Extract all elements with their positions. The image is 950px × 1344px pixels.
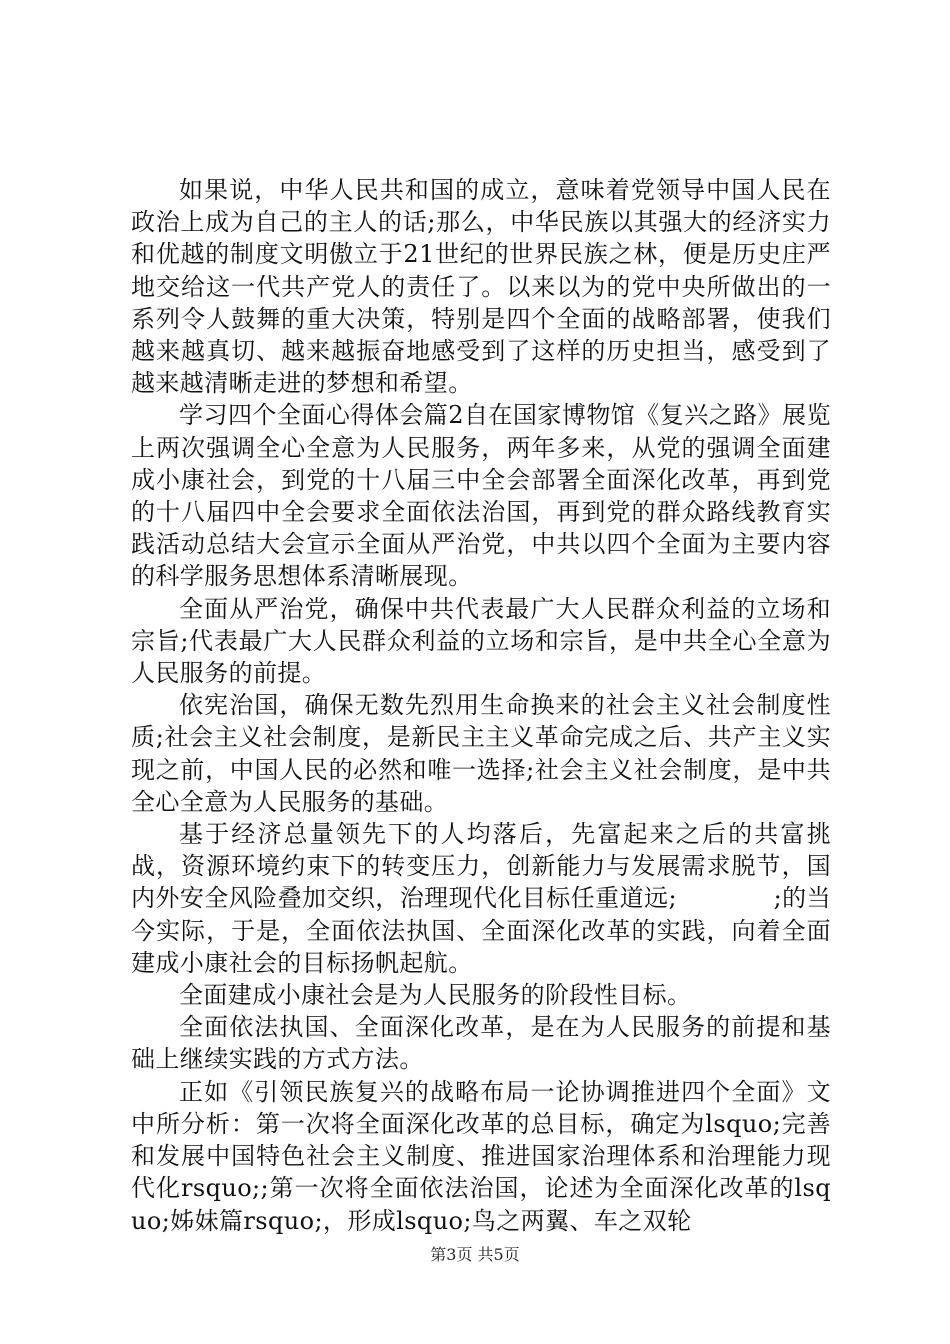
- page-number-footer: 第3页 共5页: [430, 1245, 520, 1264]
- paragraph-1: 如果说，中华人民共和国的成立，意味着党领导中国人民在政治上成为自己的主人的话;那么，中华民族以其强大的经济实力和优越的制度文明傲立于21世纪的世界民族之林，便是历史庄严地交给这一代共产党人的责任了。以来以为的党中央所做出的一系列令人鼓舞的重大决策，特别是四个全面的战略部署，使我们越来越真切、越来越振奋地感受到了这样的历史担当，感受到了越来越清晰走进的梦想和希望。: [131, 176, 831, 398]
- paragraph-7: 全面依法执国、全面深化改革，是在为人民服务的前提和基础上继续实践的方式方法。: [131, 1013, 831, 1074]
- paragraph-5: 基于经济总量领先下的人均落后，先富起来之后的共富挑战，资源环境约束下的转变压力，创新能力与发展需求脱节，国内外安全风险叠加交织，治理现代化目标任重道远; ;的当今实际，于是，全面依法执国、全面深化改革的实践，向着全面建成小康社会的目标扬帆起航。: [131, 820, 831, 977]
- document-body: [131, 174, 831, 1237]
- paragraph-3: 全面从严治党，确保中共代表最广大人民群众利益的立场和宗旨;代表最广大人民群众利益的立场和宗旨，是中共全心全意为人民服务的前提。: [131, 594, 831, 688]
- paragraph-2: 学习四个全面心得体会篇2自在国家博物馆《复兴之路》展览上两次强调全心全意为人民服务，两年多来，从党的强调全面建成小康社会，到党的十八届三中全会部署全面深化改革，再到党的十八届四中全会要求全面依法治国，再到党的群众路线教育实践活动总结大会宣示全面从严治党，中共以四个全面为主要内容的科学服务思想体系清晰展现。: [131, 401, 831, 591]
- paragraph-6: 全面建成小康社会是为人民服务的阶段性目标。: [179, 981, 692, 1010]
- paragraph-8: 正如《引领民族复兴的战略布局一论协调推进四个全面》文中所分析：第一次将全面深化改革的总目标，确定为lsquo;完善和发展中国特色社会主义制度、推进国家治理体系和治理能力现代化rsquo;;第一次将全面依法治国，论述为全面深化改革的lsquo;姊妹篇rsquo;，形成lsquo;鸟之两翼、车之双轮: [131, 1077, 831, 1235]
- paragraph-4: 依宪治国，确保无数先烈用生命换来的社会主义社会制度性质;社会主义社会制度，是新民主主义革命完成之后、共产主义实现之前，中国人民的必然和唯一选择;社会主义社会制度，是中共全心全意为人民服务的基础。: [131, 691, 831, 816]
